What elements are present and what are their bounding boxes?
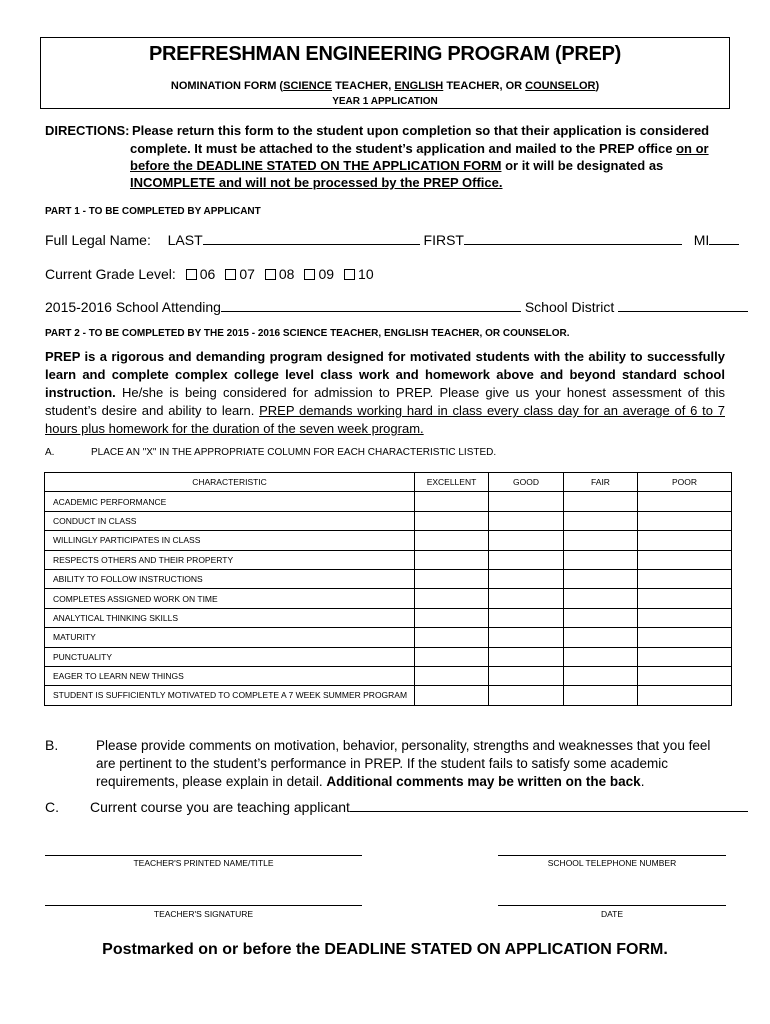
rating-cell-excellent[interactable] (415, 531, 489, 550)
rating-cell-excellent[interactable] (415, 686, 489, 705)
district-label: School District (524, 299, 615, 315)
school-field[interactable] (221, 299, 521, 312)
part1-heading: PART 1 - TO BE COMPLETED BY APPLICANT (45, 206, 261, 217)
rating-cell-poor[interactable] (638, 686, 732, 705)
signature-line[interactable] (45, 905, 362, 906)
signature-label: TEACHER'S SIGNATURE (153, 909, 254, 919)
school-label: 2015-2016 School Attending (45, 299, 221, 315)
grade-07-label: 07 (239, 266, 255, 282)
table-row (45, 550, 732, 569)
grade-06-label: 06 (199, 266, 216, 282)
table-row (45, 492, 732, 511)
rating-cell-fair[interactable] (564, 550, 638, 569)
directions-label: DIRECTIONS: (45, 123, 130, 138)
subtitle-close: ) (595, 80, 600, 92)
printed-name-label: TEACHER'S PRINTED NAME/TITLE (133, 858, 274, 868)
characteristics-table (44, 472, 732, 706)
year-label: YEAR 1 APPLICATION (332, 96, 438, 107)
rating-cell-fair[interactable] (564, 686, 638, 705)
part2-normal-text: He/she is being considered for admission to PREP. Please give us your honest assessment of this student’s desire and ability to learn. (45, 385, 725, 418)
section-b-body: Please provide comments on motivation, behavior, personality, strengths and weaknesses that you feel are pertinent to the student’s performance in PREP. If the student fails to satisfy some academic requirements, please explain in detail. (96, 738, 711, 789)
grade-10-checkbox[interactable] (344, 269, 355, 280)
rating-cell-fair[interactable] (564, 511, 638, 530)
mi-label: MI (693, 232, 710, 248)
characteristic-cell: STUDENT IS SUFFICIENTLY MOTIVATED TO COMPLETE A 7 WEEK SUMMER PROGRAM (45, 686, 415, 705)
col-excellent: EXCELLENT (415, 473, 489, 492)
rating-cell-good[interactable] (489, 589, 564, 608)
col-characteristic: CHARACTERISTIC (45, 473, 415, 492)
table-row (45, 531, 732, 550)
subtitle-counselor: COUNSELOR (525, 80, 596, 92)
rating-cell-poor[interactable] (638, 492, 732, 511)
grade-10-label: 10 (358, 266, 374, 282)
directions-line-1: Please return this form to the student upon completion so that their application is considered (132, 123, 710, 138)
characteristic-cell: COMPLETES ASSIGNED WORK ON TIME (45, 589, 415, 608)
section-b-text (96, 737, 731, 791)
rating-cell-poor[interactable] (638, 511, 732, 530)
rating-cell-good[interactable] (489, 647, 564, 666)
full-name-row (45, 232, 739, 248)
rating-cell-good[interactable] (489, 569, 564, 588)
characteristic-cell: MATURITY (45, 628, 415, 647)
table-row (45, 666, 732, 685)
col-good: GOOD (489, 473, 564, 492)
directions-line-2a: complete. It must be attached to the student’s application and mailed to the PREP office (130, 141, 677, 156)
grade-09-label: 09 (318, 266, 335, 282)
table-row (45, 628, 732, 647)
rating-cell-good[interactable] (489, 511, 564, 530)
characteristic-cell: RESPECTS OTHERS AND THEIR PROPERTY (45, 550, 415, 569)
first-label: FIRST (423, 232, 464, 248)
rating-cell-fair[interactable] (564, 492, 638, 511)
characteristic-cell: ANALYTICAL THINKING SKILLS (45, 608, 415, 627)
directions-line-2 (130, 141, 709, 156)
characteristic-cell: CONDUCT IN CLASS (45, 511, 415, 530)
rating-cell-fair[interactable] (564, 666, 638, 685)
rating-cell-excellent[interactable] (415, 608, 489, 627)
current-course-field[interactable] (350, 799, 748, 812)
rating-cell-poor[interactable] (638, 589, 732, 608)
section-c-row (90, 799, 748, 815)
grade-09-checkbox[interactable] (304, 269, 315, 280)
rating-cell-fair[interactable] (564, 608, 638, 627)
grade-06-checkbox[interactable] (186, 269, 197, 280)
grade-08-checkbox[interactable] (265, 269, 276, 280)
table-row (45, 608, 732, 627)
district-field[interactable] (618, 299, 748, 312)
rating-cell-poor[interactable] (638, 569, 732, 588)
rating-cell-fair[interactable] (564, 589, 638, 608)
part2-underline-text: PREP demands working hard in class every class day for an average of 6 to 7 hours plus homework for the duration of the seven week program. (45, 403, 725, 436)
grade-08-label: 08 (278, 266, 295, 282)
rating-cell-good[interactable] (489, 550, 564, 569)
rating-cell-poor[interactable] (638, 628, 732, 647)
directions-line-4 (130, 175, 503, 190)
section-c-letter: C. (45, 799, 59, 815)
directions-line-3b: or it will be designated as (501, 158, 664, 173)
characteristic-cell: WILLINGLY PARTICIPATES IN CLASS (45, 531, 415, 550)
rating-cell-fair[interactable] (564, 628, 638, 647)
characteristic-cell: ACADEMIC PERFORMANCE (45, 492, 415, 511)
subtitle-teacher1: TEACHER, (332, 80, 395, 92)
rating-cell-poor[interactable] (638, 647, 732, 666)
section-b-bold: Additional comments may be written on the back (326, 774, 641, 789)
subtitle-teacher2: TEACHER, OR (443, 80, 526, 92)
col-fair: FAIR (564, 473, 638, 492)
col-poor: POOR (638, 473, 732, 492)
subtitle-english: ENGLISH (394, 80, 444, 92)
subtitle-science: SCIENCE (283, 80, 333, 92)
table-header-row (45, 473, 732, 492)
rating-cell-poor[interactable] (638, 666, 732, 685)
characteristic-cell: ABILITY TO FOLLOW INSTRUCTIONS (45, 569, 415, 588)
rating-cell-fair[interactable] (564, 569, 638, 588)
date-label: DATE (600, 909, 624, 919)
grade-row (45, 266, 374, 282)
phone-line[interactable] (498, 855, 726, 856)
form-subtitle (40, 80, 730, 92)
date-line[interactable] (498, 905, 726, 906)
part2-bold-text: PREP is a rigorous and demanding program designed for motivated students with the ability to successfully learn and complete complex college level class work and homework above and beyond standard school instruction. (45, 349, 725, 400)
rating-cell-good[interactable] (489, 686, 564, 705)
school-row (45, 299, 748, 315)
rating-cell-good[interactable] (489, 492, 564, 511)
rating-cell-fair[interactable] (564, 647, 638, 666)
rating-cell-good[interactable] (489, 608, 564, 627)
directions-line-4-text: INCOMPLETE and will not be processed by the PREP Office. (130, 175, 503, 190)
rating-cell-excellent[interactable] (415, 492, 489, 511)
rating-cell-fair[interactable] (564, 531, 638, 550)
phone-label: SCHOOL TELEPHONE NUMBER (547, 858, 677, 868)
table-row (45, 569, 732, 588)
form-title: PREFRESHMAN ENGINEERING PROGRAM (PREP) (149, 43, 621, 65)
part2-paragraph (45, 348, 725, 438)
characteristic-cell: EAGER TO LEARN NEW THINGS (45, 666, 415, 685)
first-name-field[interactable] (464, 232, 682, 245)
directions-line-3 (130, 158, 663, 173)
part2-heading: PART 2 - TO BE COMPLETED BY THE 2015 - 2016 SCIENCE TEACHER, ENGLISH TEACHER, OR COUNSELOR. (45, 328, 570, 339)
rating-cell-good[interactable] (489, 628, 564, 647)
characteristic-cell: PUNCTUALITY (45, 647, 415, 666)
rating-cell-excellent[interactable] (415, 628, 489, 647)
section-a-instruction: PLACE AN "X" IN THE APPROPRIATE COLUMN FOR EACH CHARACTERISTIC LISTED. (91, 447, 497, 458)
rating-cell-poor[interactable] (638, 550, 732, 569)
last-label: LAST (167, 232, 203, 248)
table-row (45, 511, 732, 530)
rating-cell-excellent[interactable] (415, 647, 489, 666)
grade-07-checkbox[interactable] (225, 269, 236, 280)
rating-cell-excellent[interactable] (415, 511, 489, 530)
rating-cell-good[interactable] (489, 531, 564, 550)
rating-cell-poor[interactable] (638, 531, 732, 550)
mi-field[interactable] (709, 232, 739, 245)
printed-name-line[interactable] (45, 855, 362, 856)
rating-cell-excellent[interactable] (415, 666, 489, 685)
section-a-letter: A. (45, 447, 55, 458)
full-name-label: Full Legal Name: (45, 232, 151, 248)
rating-cell-poor[interactable] (638, 608, 732, 627)
last-name-field[interactable] (203, 232, 420, 245)
directions-line-2b: on or (676, 141, 709, 156)
footer-note: Postmarked on or before the DEADLINE STATED ON APPLICATION FORM. (102, 941, 668, 958)
table-row (45, 647, 732, 666)
rating-cell-excellent[interactable] (415, 569, 489, 588)
grade-label: Current Grade Level: (45, 266, 176, 282)
rating-cell-good[interactable] (489, 666, 564, 685)
rating-cell-excellent[interactable] (415, 550, 489, 569)
section-b-end: . (640, 774, 645, 789)
directions-line-3a: before the DEADLINE STATED ON THE APPLICATION FORM (130, 158, 502, 173)
section-c-label: Current course you are teaching applicant (90, 799, 350, 815)
section-b-letter: B. (45, 737, 59, 753)
table-row (45, 686, 732, 705)
table-row (45, 589, 732, 608)
subtitle-prefix: NOMINATION FORM ( (170, 80, 284, 92)
rating-cell-excellent[interactable] (415, 589, 489, 608)
